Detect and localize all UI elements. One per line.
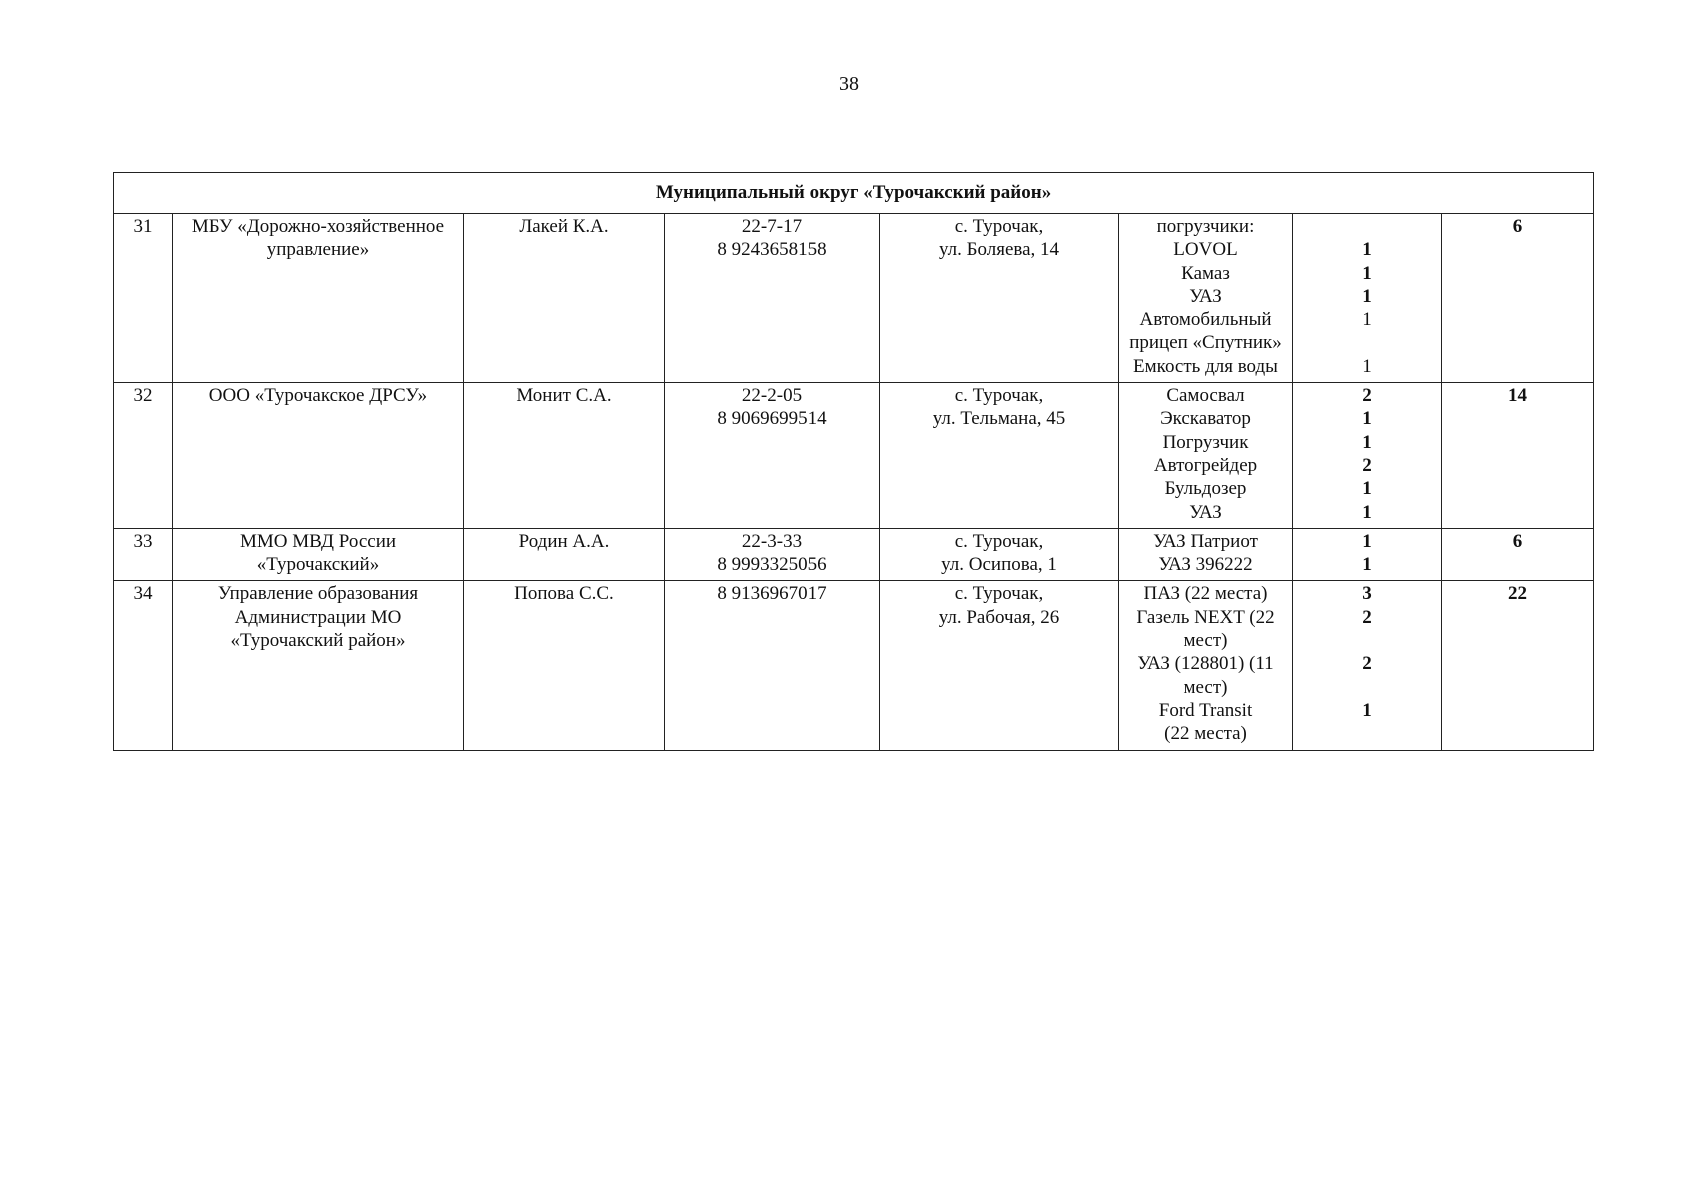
vehicle-line: Автогрейдер bbox=[1153, 454, 1258, 476]
row-number: 33 bbox=[114, 528, 173, 581]
table-row bbox=[114, 528, 1594, 581]
row-number: 32 bbox=[114, 383, 173, 529]
responsible-person: Лакей К.А. bbox=[464, 214, 665, 383]
organization-name bbox=[173, 383, 464, 529]
vehicle-list bbox=[1119, 528, 1293, 581]
total-count: 6 bbox=[1442, 214, 1594, 383]
vehicle-line: Камаз bbox=[1181, 262, 1230, 284]
organization-line: МБУ «Дорожно-хозяйственное bbox=[191, 216, 445, 237]
vehicle-count-line: 1 bbox=[1362, 431, 1372, 453]
vehicle-line: Самосвал bbox=[1166, 385, 1245, 407]
vehicle-list bbox=[1119, 383, 1293, 529]
organization-line: «Турочакский» bbox=[256, 554, 380, 576]
region-title: Муниципальный округ «Турочакский район» bbox=[114, 173, 1594, 214]
address-line: с. Турочак, bbox=[954, 216, 1044, 237]
vehicle-line: УАЗ bbox=[1189, 285, 1222, 307]
address bbox=[880, 581, 1119, 750]
vehicle-line: Погрузчик bbox=[1162, 431, 1249, 453]
vehicle-counts bbox=[1293, 383, 1442, 529]
phone-line: 8 9069699514 bbox=[717, 408, 827, 430]
total-count: 14 bbox=[1442, 383, 1594, 529]
phone-line: 8 9136967017 bbox=[717, 583, 827, 605]
vehicle-count-line: 3 bbox=[1362, 583, 1372, 605]
vehicle-line: прицеп «Спутник» bbox=[1129, 332, 1282, 354]
page-number: 38 bbox=[839, 73, 859, 95]
organization-line: ММО МВД России bbox=[239, 530, 397, 552]
region-header-row bbox=[114, 173, 1594, 214]
vehicle-count-line bbox=[1297, 676, 1437, 699]
total-count: 6 bbox=[1442, 528, 1594, 581]
vehicle-count-line: 1 bbox=[1362, 262, 1372, 284]
vehicle-count-line: 2 bbox=[1362, 653, 1372, 675]
address-line: ул. Рабочая, 26 bbox=[938, 606, 1060, 628]
vehicle-count-line: 1 bbox=[1362, 478, 1372, 500]
phone-line: 8 9243658158 bbox=[717, 239, 827, 261]
address-line: с. Турочак, bbox=[954, 583, 1044, 605]
phone-numbers bbox=[665, 528, 880, 581]
vehicle-list bbox=[1119, 581, 1293, 750]
organization-line: ООО «Турочакское ДРСУ» bbox=[208, 385, 428, 407]
organization-line: Администрации МО bbox=[234, 606, 402, 628]
vehicle-line: Автомобильный bbox=[1139, 309, 1272, 331]
phone-numbers bbox=[665, 581, 880, 750]
phone-numbers bbox=[665, 214, 880, 383]
address bbox=[880, 528, 1119, 581]
organization-name bbox=[173, 581, 464, 750]
vehicle-line: погрузчики: bbox=[1156, 216, 1255, 237]
organization-name bbox=[173, 528, 464, 581]
total-count: 22 bbox=[1442, 581, 1594, 750]
vehicle-line: УАЗ (128801) (11 bbox=[1137, 653, 1274, 675]
vehicle-count-line bbox=[1297, 629, 1437, 652]
row-number: 34 bbox=[114, 581, 173, 750]
organization-line: Управление образования bbox=[217, 583, 419, 605]
vehicle-count-line: 2 bbox=[1362, 385, 1372, 407]
responsible-person: Родин А.А. bbox=[464, 528, 665, 581]
table-row bbox=[114, 214, 1594, 383]
vehicle-counts bbox=[1293, 214, 1442, 383]
address-line: ул. Боляева, 14 bbox=[938, 239, 1060, 261]
vehicle-count-line: 1 bbox=[1362, 355, 1372, 377]
vehicle-line: Газель NEXT (22 bbox=[1136, 606, 1275, 628]
organization-name bbox=[173, 214, 464, 383]
address-line: с. Турочак, bbox=[954, 385, 1044, 407]
vehicle-line: (22 места) bbox=[1164, 723, 1247, 745]
address bbox=[880, 383, 1119, 529]
phone-line: 22-2-05 bbox=[741, 385, 803, 407]
vehicle-count-line bbox=[1297, 722, 1437, 745]
organization-line: управление» bbox=[266, 239, 370, 261]
vehicle-line: мест) bbox=[1183, 630, 1228, 652]
phone-numbers bbox=[665, 383, 880, 529]
organization-line: «Турочакский район» bbox=[230, 630, 406, 652]
phone-line: 8 9993325056 bbox=[717, 554, 827, 576]
vehicle-line: LOVOL bbox=[1173, 239, 1238, 261]
vehicle-count-line: 1 bbox=[1362, 554, 1372, 576]
vehicle-line: Бульдозер bbox=[1164, 478, 1247, 500]
table-row bbox=[114, 581, 1594, 750]
vehicle-line: УАЗ Патриот bbox=[1153, 530, 1258, 552]
equipment-table bbox=[113, 172, 1594, 751]
vehicle-list bbox=[1119, 214, 1293, 383]
vehicle-count-line: 1 bbox=[1362, 408, 1372, 430]
vehicle-line: Ford Transit bbox=[1158, 699, 1253, 721]
vehicle-counts bbox=[1293, 528, 1442, 581]
vehicle-line: мест) bbox=[1183, 676, 1228, 698]
vehicle-count-line: 2 bbox=[1362, 454, 1372, 476]
vehicle-count-line bbox=[1297, 331, 1437, 354]
vehicle-count-line bbox=[1297, 215, 1437, 238]
vehicle-count-line: 1 bbox=[1362, 239, 1372, 261]
vehicle-count-line: 1 bbox=[1362, 699, 1372, 721]
vehicle-count-line: 1 bbox=[1362, 309, 1372, 331]
vehicle-count-line: 1 bbox=[1362, 285, 1372, 307]
vehicle-line: УАЗ bbox=[1189, 501, 1222, 523]
phone-line: 22-7-17 bbox=[741, 216, 803, 237]
address-line: ул. Осипова, 1 bbox=[941, 554, 1057, 576]
responsible-person: Монит С.А. bbox=[464, 383, 665, 529]
vehicle-line: ПАЗ (22 места) bbox=[1143, 583, 1268, 605]
row-number: 31 bbox=[114, 214, 173, 383]
vehicle-counts bbox=[1293, 581, 1442, 750]
vehicle-line: Емкость для воды bbox=[1133, 355, 1278, 377]
responsible-person: Попова С.С. bbox=[464, 581, 665, 750]
table-row bbox=[114, 383, 1594, 529]
address-line: с. Турочак, bbox=[954, 530, 1044, 552]
address bbox=[880, 214, 1119, 383]
phone-line: 22-3-33 bbox=[741, 530, 803, 552]
vehicle-count-line: 1 bbox=[1362, 501, 1372, 523]
address-line: ул. Тельмана, 45 bbox=[932, 408, 1066, 430]
vehicle-line: Экскаватор bbox=[1160, 408, 1251, 430]
vehicle-count-line: 1 bbox=[1362, 530, 1372, 552]
vehicle-line: УАЗ 396222 bbox=[1158, 554, 1253, 576]
vehicle-count-line: 2 bbox=[1362, 606, 1372, 628]
